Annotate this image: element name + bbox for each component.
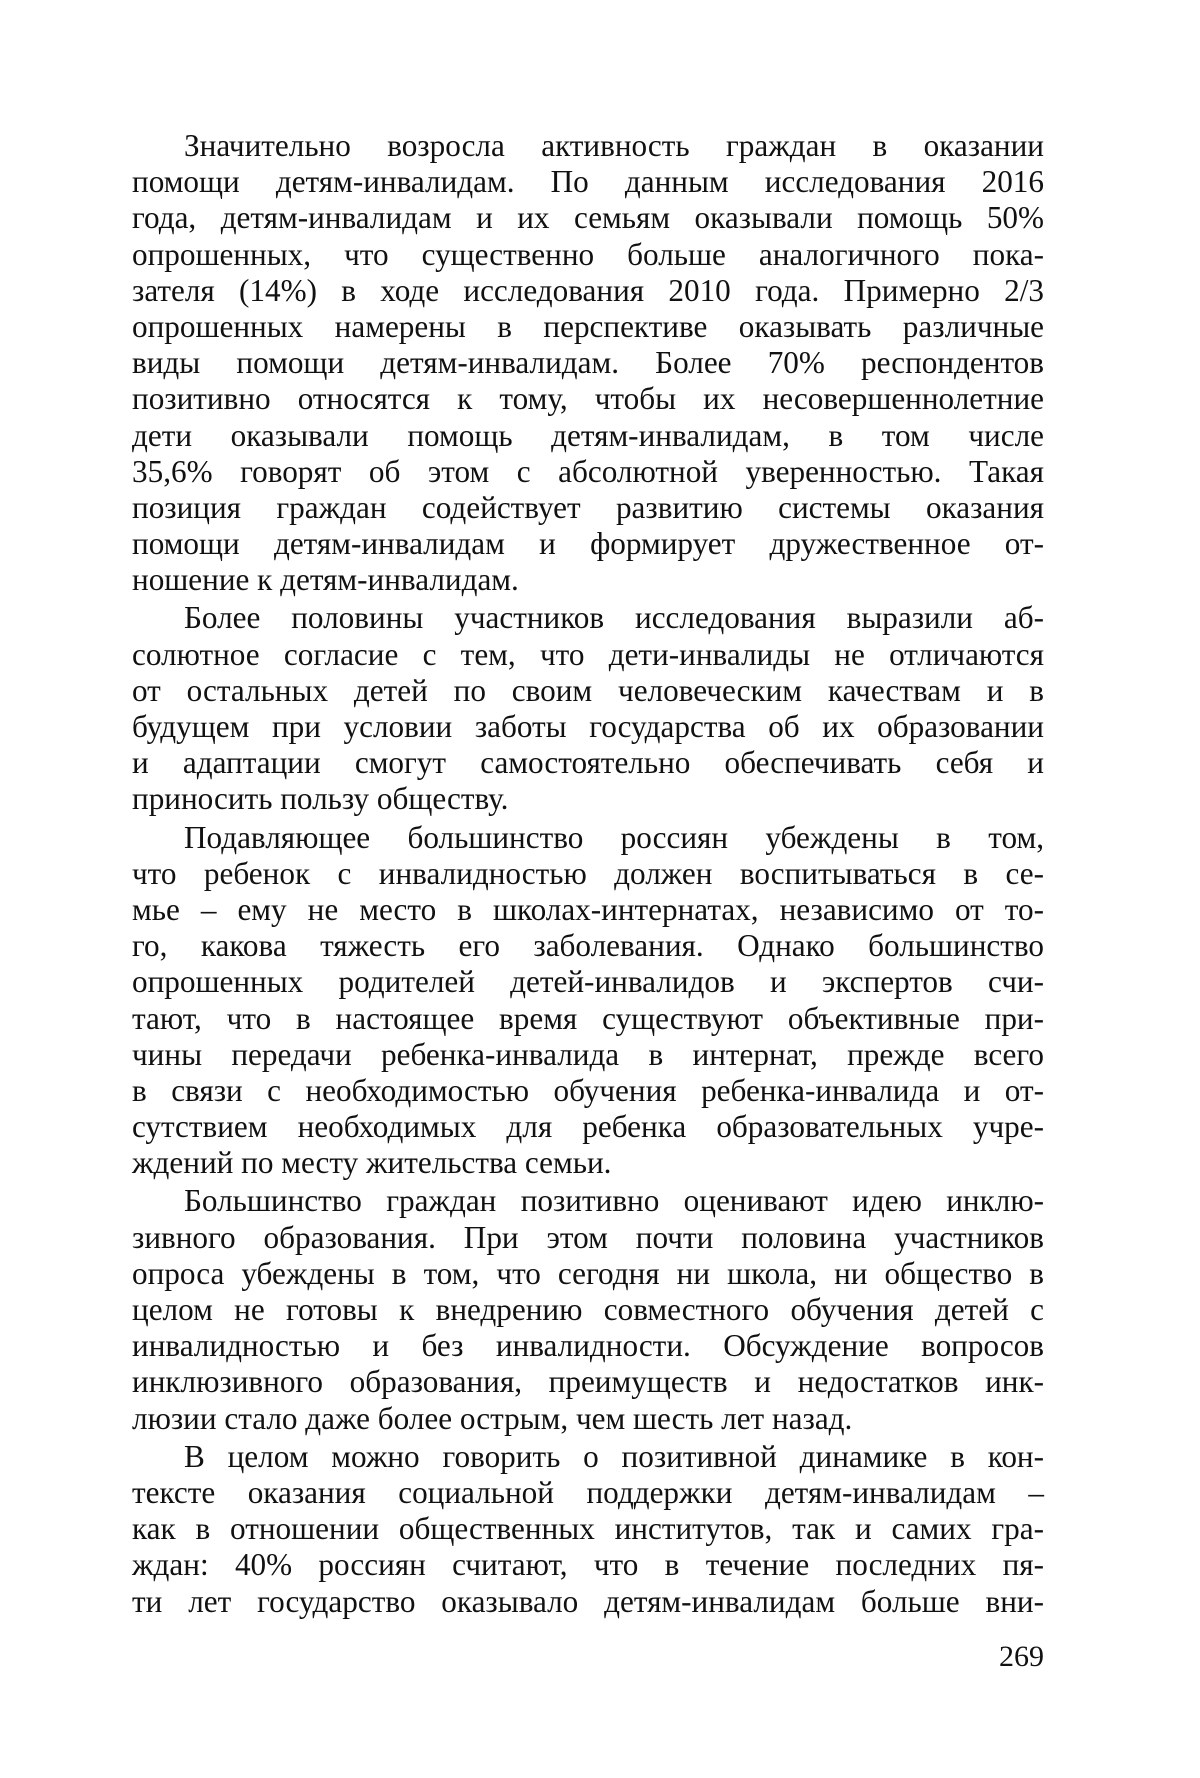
text-line: опрошенных родителей детей-инвалидов и экспертов счи- — [132, 964, 1044, 1000]
paragraph-4 — [132, 1183, 1044, 1436]
text-line: ношение к детям-инвалидам. — [132, 562, 519, 598]
text-line: помощи детям-инвалидам и формирует дружественное от- — [132, 526, 1044, 562]
text-line: опроса убеждены в том, что сегодня ни школа, ни общество в — [132, 1255, 1044, 1291]
text-line: будущем при условии заботы государства об их образовании — [132, 709, 1044, 744]
text-line: и адаптации смогут самостоятельно обеспечивать себя и — [132, 745, 1044, 781]
text-line: от остальных детей по своим человеческим качествам и в — [132, 672, 1044, 708]
text-line: виды помощи детям-инвалидам. Более 70% респондентов — [132, 345, 1044, 381]
text-line: тают, что в настоящее время существуют объективные при- — [132, 1000, 1044, 1036]
text-line: приносить пользу обществу. — [132, 781, 509, 817]
text-line: 35,6% говорят об этом с абсолютной уверенностью. Такая — [132, 453, 1044, 489]
text-line: ждан: 40% россиян считают, что в течение последних пя- — [132, 1547, 1044, 1583]
text-line: ждений по месту жительства семьи. — [132, 1145, 612, 1181]
text-line: люзии стало даже более острым, чем шесть лет назад. — [132, 1400, 853, 1436]
text-line: Значительно возросла активность граждан в оказании — [184, 128, 1044, 163]
text-line: помощи детям-инвалидам. По данным исследования 2016 — [132, 164, 1044, 200]
text-line: Более половины участников исследования выразили аб- — [184, 600, 1044, 636]
text-line: инвалидностью и без инвалидности. Обсуждение вопросов — [132, 1328, 1044, 1364]
text-line: сутствием необходимых для ребенка образовательных учре- — [132, 1109, 1044, 1145]
text-line: чины передачи ребенка-инвалида в интернат, прежде всего — [132, 1036, 1044, 1072]
text-line: целом не готовы к внедрению совместного обучения детей с — [132, 1292, 1044, 1327]
text-line: зивного образования. При этом почти половина участников — [132, 1219, 1044, 1255]
text-line: опрошенных, что существенно больше аналогичного пока- — [132, 236, 1044, 272]
text-line: что ребенок с инвалидностью должен воспитываться в се- — [132, 855, 1044, 891]
text-line: В целом можно говорить о позитивной динамике в кон- — [184, 1438, 1044, 1474]
text-line: мье – ему не место в школах-интернатах, независимо от то- — [132, 891, 1044, 927]
text-line: инклюзивного образования, преимуществ и недостатков инк- — [132, 1364, 1044, 1400]
text-line: солютное согласие с тем, что дети-инвалиды не отличаются — [132, 636, 1044, 672]
page-body — [132, 128, 1044, 1622]
text-line: го, какова тяжесть его заболевания. Однако большинство — [132, 928, 1044, 964]
text-line: Подавляющее большинство россиян убеждены в том, — [184, 819, 1044, 855]
paragraph-1 — [132, 128, 1044, 598]
paragraph-5 — [132, 1439, 1044, 1620]
text-line: Большинство граждан позитивно оценивают идею инклю- — [184, 1183, 1044, 1219]
paragraph-2 — [132, 600, 1044, 817]
text-line: зателя (14%) в ходе исследования 2010 года. Примерно 2/3 — [132, 272, 1044, 308]
text-line: в связи с необходимостью обучения ребенка-инвалида и от- — [132, 1072, 1044, 1108]
text-line: ти лет государство оказывало детям-инвалидам больше вни- — [132, 1583, 1044, 1619]
page-number: 269 — [999, 1640, 1044, 1673]
text-line: дети оказывали помощь детям-инвалидам, в том числе — [132, 417, 1044, 453]
paragraph-3 — [132, 820, 1044, 1182]
text-line: позиция граждан содействует развитию системы оказания — [132, 489, 1044, 525]
text-line: тексте оказания социальной поддержки детям-инвалидам – — [132, 1474, 1044, 1510]
text-line: позитивно относятся к тому, чтобы их несовершеннолетние — [132, 381, 1044, 417]
text-line: как в отношении общественных институтов, так и самих гра- — [132, 1511, 1044, 1547]
text-line: года, детям-инвалидам и их семьям оказывали помощь 50% — [132, 200, 1044, 236]
text-line: опрошенных намерены в перспективе оказывать различные — [132, 308, 1044, 344]
